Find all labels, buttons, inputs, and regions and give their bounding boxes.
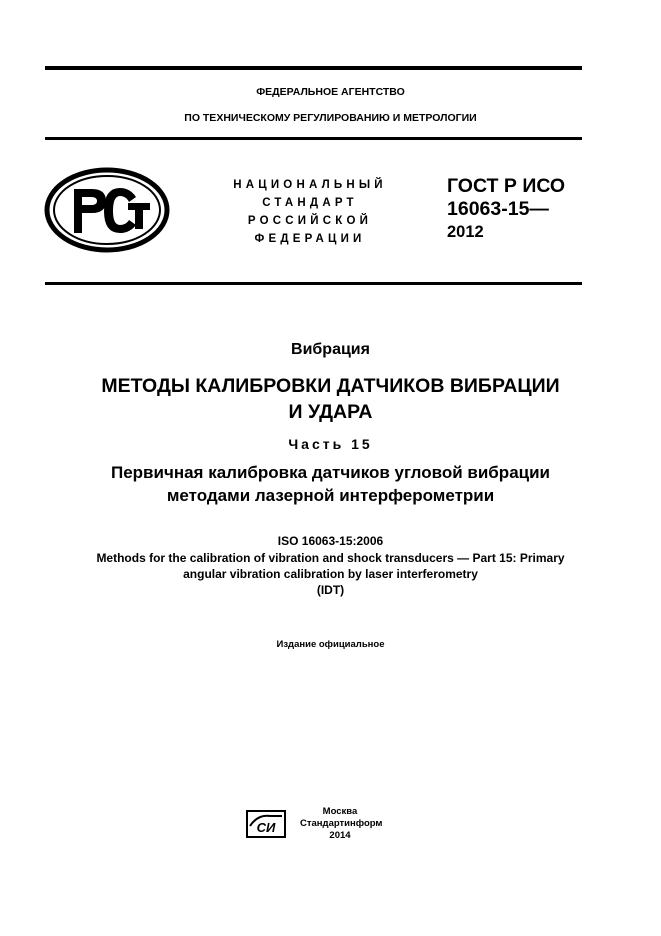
agency-line-2: ПО ТЕХНИЧЕСКОМУ РЕГУЛИРОВАНИЮ И МЕТРОЛОГИИ <box>184 112 477 124</box>
publisher-logo <box>246 810 286 838</box>
designation-line-2: 16063-15— <box>447 198 549 220</box>
publisher-block <box>300 806 383 842</box>
standard-designation <box>447 175 565 244</box>
national-standard-block <box>200 176 420 248</box>
publisher-city: Москва <box>322 806 358 817</box>
designation-year: 2012 <box>447 223 484 241</box>
title-sub-line-2: методами лазерной интерферометрии <box>166 486 495 505</box>
rst-logo-icon <box>44 167 170 253</box>
publisher-name: Стандартинформ <box>300 818 383 829</box>
logo-rule <box>45 282 582 285</box>
iso-title-line-2: angular vibration calibration by laser interferometry <box>183 567 478 581</box>
standartinform-logo-icon <box>246 810 286 838</box>
header-rule <box>45 137 582 140</box>
publisher-year: 2014 <box>329 830 351 841</box>
rst-logo <box>44 167 170 253</box>
national-standard-line-3: РОССИЙСКОЙ <box>247 215 373 227</box>
national-standard-line-1: НАЦИОНАЛЬНЫЙ <box>233 179 387 191</box>
designation-line-1: ГОСТ Р ИСО <box>447 175 566 197</box>
publisher-logo-text: СИ <box>256 820 276 835</box>
title-sub-line-1: Первичная калибровка датчиков угловой вибрации <box>111 463 550 482</box>
title-main-line-2: И УДАРА <box>288 401 373 423</box>
title-category: Вибрация <box>291 341 370 358</box>
title-part: Часть 15 <box>288 436 373 452</box>
iso-idt: (IDT) <box>316 583 345 597</box>
iso-number: ISO 16063-15:2006 <box>277 534 384 548</box>
iso-title-line-1: Methods for the calibration of vibration and shock transducers — Part 15: Primary <box>96 551 565 565</box>
national-standard-line-2: СТАНДАРТ <box>262 197 358 209</box>
national-standard-line-4: ФЕДЕРАЦИИ <box>254 233 366 245</box>
edition-label: Издание официальное <box>276 639 385 650</box>
agency-line-1: ФЕДЕРАЛЬНОЕ АГЕНТСТВО <box>256 86 405 98</box>
top-rule <box>45 66 582 70</box>
title-main-line-1: МЕТОДЫ КАЛИБРОВКИ ДАТЧИКОВ ВИБРАЦИИ <box>101 375 560 397</box>
